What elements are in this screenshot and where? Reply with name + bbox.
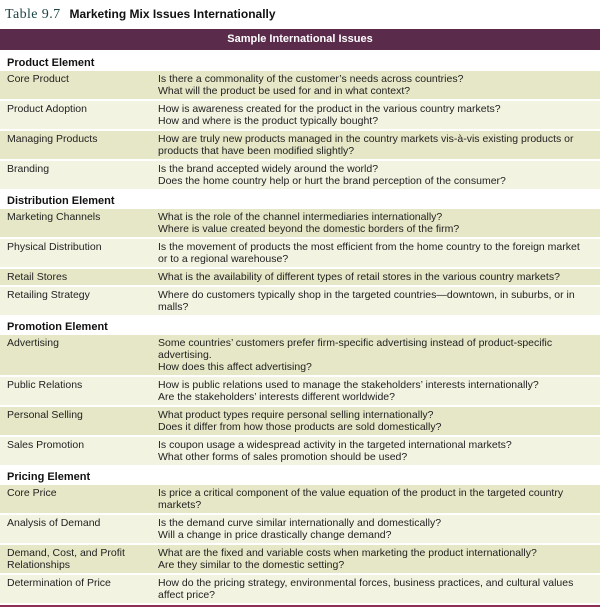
table-row	[0, 485, 600, 513]
row-term: Retailing Strategy	[7, 289, 90, 301]
row-term: Branding	[7, 163, 50, 175]
issue-line: Where do customers typically shop in the targeted countries—downtown, in suburbs, or in malls?	[158, 289, 575, 313]
issue-line: How is awareness created for the product in the various country markets?	[158, 103, 501, 115]
issue-line: Is coupon usage a widespread activity in the targeted international markets?	[158, 439, 512, 451]
row-issues	[150, 71, 600, 99]
row-issues	[150, 209, 600, 237]
row-term: Demand, Cost, and Profit Relationships	[7, 547, 125, 571]
issue-line: Does the home country help or hurt the brand perception of the consumer?	[158, 175, 506, 187]
issue-line: How are truly new products managed in the country markets vis-à-vis existing products or products that have been modified slightly?	[158, 133, 574, 157]
row-term: Marketing Channels	[7, 211, 101, 223]
table-row	[0, 545, 600, 573]
row-term: Physical Distribution	[7, 241, 102, 253]
row-term: Analysis of Demand	[7, 517, 101, 529]
row-term: Core Price	[7, 487, 57, 499]
table-row	[0, 101, 600, 129]
table-title	[0, 0, 600, 29]
table-body	[0, 53, 600, 603]
table-row	[0, 71, 600, 99]
row-issues	[150, 437, 600, 465]
issue-line: How do the pricing strategy, environmental forces, business practices, and cultural values affect price?	[158, 577, 574, 601]
issue-line: What is the role of the channel intermediaries internationally?	[158, 211, 443, 223]
table-row	[0, 131, 600, 159]
row-term: Determination of Price	[7, 577, 111, 589]
table-row	[0, 407, 600, 435]
row-term: Core Product	[7, 73, 69, 85]
row-issues	[150, 407, 600, 435]
issue-line: How does this affect advertising?	[158, 361, 312, 373]
issue-line: Is the demand curve similar internationally and domestically?	[158, 517, 442, 529]
row-term: Sales Promotion	[7, 439, 85, 451]
row-issues	[150, 269, 600, 285]
issue-line: Does it differ from how those products are sold domestically?	[158, 421, 442, 433]
row-issues	[150, 239, 600, 267]
table-row	[0, 335, 600, 375]
issue-line: What will the product be used for and in what context?	[158, 85, 411, 97]
issue-line: Is the brand accepted widely around the world?	[158, 163, 379, 175]
table-row	[0, 377, 600, 405]
issue-line: Will a change in price drastically change demand?	[158, 529, 392, 541]
row-term: Managing Products	[7, 133, 98, 145]
issue-line: Is the movement of products the most efficient from the home country to the foreign market or to a regional warehouse?	[158, 241, 580, 265]
table-row	[0, 239, 600, 267]
table-caption: Marketing Mix Issues Internationally	[69, 7, 276, 21]
row-term: Public Relations	[7, 379, 83, 391]
issue-line: What other forms of sales promotion should be used?	[158, 451, 408, 463]
table-row	[0, 515, 600, 543]
issue-line: How and where is the product typically bought?	[158, 115, 379, 127]
row-term: Retail Stores	[7, 271, 68, 283]
table-row	[0, 437, 600, 465]
row-issues	[150, 377, 600, 405]
issue-line: Are they similar to the domestic setting?	[158, 559, 345, 571]
table-row	[0, 161, 600, 189]
table-header-label: Sample International Issues	[227, 33, 373, 45]
row-issues	[150, 515, 600, 543]
issue-line: How is public relations used to manage the stakeholders’ interests internationally?	[158, 379, 539, 391]
table-header-bar	[0, 29, 600, 50]
section-header: Product Element	[0, 53, 600, 71]
issue-line: Are the stakeholders’ interests different worldwide?	[158, 391, 395, 403]
issue-line: What are the fixed and variable costs when marketing the product internationally?	[158, 547, 537, 559]
row-issues	[150, 101, 600, 129]
table-row	[0, 269, 600, 285]
issue-line: What product types require personal selling internationally?	[158, 409, 434, 421]
table-row	[0, 287, 600, 315]
table-row	[0, 575, 600, 603]
row-issues	[150, 485, 600, 513]
row-term: Product Adoption	[7, 103, 87, 115]
section-header: Pricing Element	[0, 467, 600, 485]
row-term: Personal Selling	[7, 409, 83, 421]
table-number: Table 9.7	[5, 7, 61, 22]
issue-line: Is there a commonality of the customer’s needs across countries?	[158, 73, 464, 85]
section-header: Distribution Element	[0, 191, 600, 209]
issue-line: Where is value created beyond the domestic borders of the firm?	[158, 223, 460, 235]
row-issues	[150, 575, 600, 603]
row-term: Advertising	[7, 337, 59, 349]
row-issues	[150, 161, 600, 189]
row-issues	[150, 335, 600, 375]
issue-line: What is the availability of different types of retail stores in the various country markets?	[158, 271, 560, 283]
issue-line: Some countries’ customers prefer firm-specific advertising instead of product-specific advertising.	[158, 337, 553, 361]
row-issues	[150, 131, 600, 159]
table-row	[0, 209, 600, 237]
row-issues	[150, 545, 600, 573]
section-header: Promotion Element	[0, 317, 600, 335]
issue-line: Is price a critical component of the value equation of the product in the targeted country markets?	[158, 487, 564, 511]
row-issues	[150, 287, 600, 315]
